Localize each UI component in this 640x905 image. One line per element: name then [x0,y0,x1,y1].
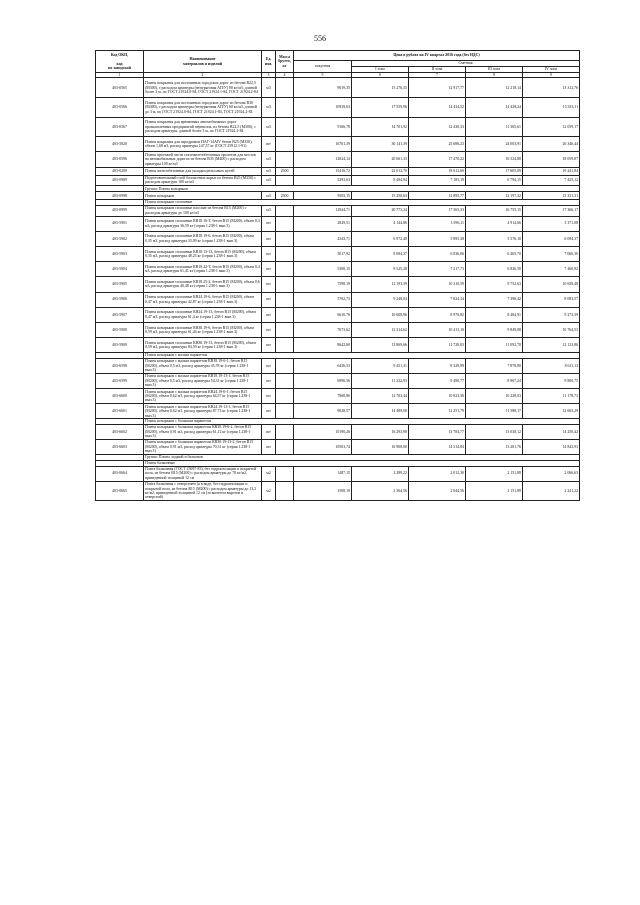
zone4-price-cell: 12 665,29 [523,404,580,419]
unit-cell: шт [262,322,276,337]
buy-price-cell: 10939,63 [294,98,352,118]
table-row [96,78,580,98]
zone1-price-cell: 20 661,33 [352,152,409,167]
zone2-price-cell: 25 686,23 [409,137,466,152]
name-cell: Плиты козырьков с большим парапетом КВ30.19-6-2, бетон В15 (М200), объем 0,91 м3, расход арматуры 61,12 кг (серия 1.238-1 вып.3) [144,424,262,439]
buy-price-cell: 12024,14 [294,152,352,167]
group-label: Группа: Плиты козырьков [144,186,580,192]
buy-price-cell: 5017,92 [294,246,352,261]
unit-cell: шт [262,389,276,404]
zone1-price-cell: 20 773,24 [352,205,409,216]
unit-cell: м2 [262,466,276,481]
zone4-price-cell: 15 333,11 [523,98,580,118]
name-cell: Плиты козырьков сплошные КВ18.25-2, бетон В15 (М200), объем 0,6 м3, расход арматуры 40,48 кг (серия 1.238-1 вып.3) [144,277,262,292]
table-row [96,175,580,186]
code-cell: 403-6599 [96,373,144,388]
table-row [96,338,580,353]
buy-price-cell: 4343,71 [294,231,352,246]
zone4-price-cell: 8 611,13 [523,358,580,373]
table-row [96,192,580,200]
name-cell: Плиты проезжей части сталежелезобетонных пролетов для мостов на автомобильных дорогах из бетона В35 (М400) с расходом арматуры 100 кг/м3 [144,152,262,167]
mass-cell [276,78,294,98]
subgroup-label: Плиты козырьков сплошные [144,200,580,205]
code-cell: 403-0664 [96,466,144,481]
zone3-price-cell: 4 914,66 [466,216,523,231]
zone1-price-cell: 11 222,93 [352,373,409,388]
buy-price-cell: 9166,78 [294,117,352,137]
code-cell: 403-5906 [96,292,144,307]
table-row [96,440,580,455]
zone3-price-cell: 2 151,88 [466,466,523,481]
buy-price-cell: 8642,60 [294,338,352,353]
code-cell: 403-5904 [96,262,144,277]
zone3-price-cell: 13 038,12 [466,424,523,439]
zone2-price-cell: 5 895,38 [409,231,466,246]
unit-header: Ед. изм. [262,51,276,73]
zone2-price-cell: 14 434,52 [409,98,466,118]
buy-price-cell: 9028,57 [294,404,352,419]
zone1-price-cell: 2 364,56 [352,481,409,501]
table-row [96,307,580,322]
code-cell: 403-0999 [96,205,144,216]
zone3-price-cell: 16 755,15 [466,205,523,216]
name-cell: Плиты покрытия для постоянных городских дорог из бетона В30 (М400), с расходом арматуры (непуряговая АП/У) 60 кг/м3, длиной до 3 м, по ГОСТ 21924.0-84, ГОСТ 21924.1-84, ГОСТ 21924.2-84 [144,98,262,118]
buy-price-cell: 1487,15 [294,466,352,481]
code-cell: 403-5907 [96,307,144,322]
code-header: Код ОКП, код по заводской [96,51,144,73]
unit-cell: шт [262,231,276,246]
buy-price-cell: 16701,39 [294,137,352,152]
zone2-price-cell: 2 044,56 [409,481,466,501]
zone2-price-cell: 3 596,11 [409,216,466,231]
code-cell: 403-5902 [96,231,144,246]
unit-cell: шт [262,216,276,231]
unit-cell: м3 [262,78,276,98]
zone3-price-cell: 9 849,08 [466,322,523,337]
code-cell: 403-6601 [96,404,144,419]
mass-header: Масса брутто, кг [276,51,294,73]
zone1-price-cell: 16 908,00 [352,440,409,455]
zone1-price-cell: 16 293,98 [352,424,409,439]
zone4-price-cell: 3 371,08 [523,216,580,231]
mass-cell [276,175,294,186]
table-row [96,322,580,337]
zone2-price-cell: 13 784,77 [409,424,466,439]
unit-cell: м3 [262,192,276,200]
name-cell: Плиты козырьков сплошные плоские из бетона В15 (М200) с расходом арматуры до 100 кг/м3 [144,205,262,216]
table-row [96,231,580,246]
mass-cell: 2500 [276,192,294,200]
name-cell: Плита балконная (ГОСТ 25697-83), без гидроизоляции и покрытой пола, из бетона В15 (М200) с расходом арматуры до 70 кг/м2, приведенной толщиной 12 см [144,466,262,481]
zone4-price-cell: 13 312,76 [523,78,580,98]
zone1-price-cell: 22 012,70 [352,167,409,175]
zone3-price-cell: 12 197,32 [466,192,523,200]
zone1-price-cell: 12 314,62 [352,322,409,337]
zone1-price-cell: 30 141,39 [352,137,409,152]
zone1-price-cell: 4 144,86 [352,216,409,231]
zone2-price-cell: 11 728,03 [409,338,466,353]
name-cell: Плиты козырьков сплошные КВ24.19-6, бетон В15 (М200), объем 0,47 м3, расход арматуры 42,87 кг (серия 1.238-1 вып.3) [144,292,262,307]
zone2-price-cell: 8 970,82 [409,307,466,322]
table-row [96,246,580,261]
unit-cell: шт [262,373,276,388]
unit-cell: шт [262,404,276,419]
name-cell: Плиты козырьков сплошные КВ30.19-13, бетон В15 (М200), объем 0,59 м3, расход арматуры 84,59 кг (серия 1.238-1 вып.3) [144,338,262,353]
zone3-price-cell: 11 365,61 [466,117,523,137]
buy-price-cell: 10190,26 [294,424,352,439]
zone4-price-cell: 12 059,17 [523,117,580,137]
mass-cell [276,373,294,388]
zone2-price-cell: 10 310,59 [409,277,466,292]
index-row: 1 2 3 4 5 6 7 8 9 [96,73,580,78]
table-row [96,137,580,152]
zone1-price-cell: 9 248,04 [352,292,409,307]
name-cell: Плиты козырьков сплошные КВ18.22-Т, бетон В15 (М200), объем 0,4 м3, расход арматуры 61,41 кг (серия 1.238-1 вып.3) [144,262,262,277]
table-row [96,98,580,118]
zone2-price-cell: 12 917,77 [409,78,466,98]
table-row [96,373,580,388]
name-header: Наименование материалов и изделий [144,51,262,73]
unit-cell: шт [262,277,276,292]
buy-price-cell: 2829,51 [294,216,352,231]
mass-cell [276,152,294,167]
zone2-price-cell: 7 217,73 [409,262,466,277]
buy-price-cell: 5762,73 [294,292,352,307]
zone1-price-cell: 6 972,40 [352,231,409,246]
code-cell: 403-0998 [96,192,144,200]
zone4-price-cell: 2 066,63 [523,466,580,481]
code-cell: 403-0566 [96,98,144,118]
mass-cell [276,424,294,439]
buy-price-cell: 7673,62 [294,322,352,337]
table-row [96,358,580,373]
zone4-price-cell: 2 241,22 [523,481,580,501]
unit-cell: м3 [262,175,276,186]
table-header [96,51,580,78]
buy-header: покупная [294,61,352,73]
code-cell: 403-5820 [96,137,144,152]
code-cell: 403-0665 [96,481,144,501]
name-cell: Плиты козырьков сплошные КВ30.19-6, бетон В15 (М200), объем 0,59 м3, расход арматуры 61,44 кг (серия 1.238-1 вып.3) [144,322,262,337]
code-cell: 403-5905 [96,277,144,292]
zone2-price-cell: 17 470,22 [409,152,466,167]
zone3-header: III зона [466,67,523,73]
zone2-price-cell: 7 824,34 [409,292,466,307]
code-cell: 403-5909 [96,338,144,353]
code-cell: 403-6600 [96,389,144,404]
buy-price-cell: 6996,56 [294,373,352,388]
name-cell: Плита балконная с отверстием (я в виде, без гидроизоляции и покрытой пола, из бетона В15 (М200) с расходом арматуры до 13,2 кг/м2, приведенной толщиной 12 см (за вычетом вырезов и отверстий) [144,481,262,501]
zone1-price-cell: 8 494,94 [352,175,409,186]
buy-price-cell: 10503,74 [294,440,352,455]
zone4-price-cell: 10 764,53 [523,322,580,337]
zone4-price-cell: 14 843,93 [523,440,580,455]
buy-price-cell: 6610,76 [294,307,352,322]
mass-cell [276,440,294,455]
code-cell: 403-6598 [96,358,144,373]
mass-cell [276,466,294,481]
zone4-price-cell: 10 658,48 [523,277,580,292]
unit-cell: шт [262,358,276,373]
zone2-price-cell: 12 895,77 [409,192,466,200]
name-cell: Плиты покрытия для постоянных городских дорог из бетона В22,5 (М300), с расходом арматуры (непуряговая АП/У) 80 кг/м3, длиной более 3 м, по ГОСТ 21924.0-84, ГОСТ 21924.1-84, ГОСТ 21924.2-84 [144,78,262,98]
zone1-price-cell: 14 701,92 [352,117,409,137]
mass-cell [276,358,294,373]
buy-price-cell: 12944,71 [294,205,352,216]
zone3-price-cell: 5 576,10 [466,231,523,246]
unit-cell: шт [262,338,276,353]
mass-cell [276,246,294,261]
mass-cell [276,389,294,404]
estimate-header: Сметная [352,61,580,67]
mass-cell [276,404,294,419]
code-cell: 403-0200 [96,167,144,175]
zone1-price-cell: 9 451,31 [352,358,409,373]
buy-price-cell: 5308,15 [294,262,352,277]
group-label: Группа: Плиты лоджий и балконов [144,455,580,461]
zone2-price-cell: 7 183,19 [409,175,466,186]
zone1-price-cell: 8 084,37 [352,246,409,261]
zone4-price-cell: 26 346,44 [523,137,580,152]
zone4-price-cell: 12 123,86 [523,338,580,353]
code-cell: 403-5908 [96,322,144,337]
table-row [96,167,580,175]
name-cell: Плиты козырьков с большим парапетом КВ30.19-13-2, бетон В15 (М200), объем 0,91 м3, расход арматуры 70,31 кг (серия 1.238-1 вып.3) [144,440,262,455]
name-cell: Плиты козырьков с малым парапетом КВ18.19-6-1, бетон В15 (М200), объем 0,5 м3, расход арматуры 45,78 кг (серия 1.238-1 вып.3) [144,358,262,373]
mass-cell [276,322,294,337]
mass-cell: 2500 [276,167,294,175]
table-row [96,292,580,307]
buy-price-cell: 9503,15 [294,192,352,200]
zone1-price-cell: 12 703,44 [352,389,409,404]
zone3-price-cell: 7 878,80 [466,358,523,373]
zone4-header: IV зона [523,67,580,73]
zone3-price-cell: 12 218,14 [466,78,523,98]
zone1-price-cell: 17 559,96 [352,98,409,118]
zone4-price-cell: 8 083,57 [523,292,580,307]
unit-cell: м3 [262,117,276,137]
code-cell: 403-6602 [96,424,144,439]
zone3-price-cell: 16 524,88 [466,152,523,167]
name-cell: Подготовительный слой балластных корыт из бетона В25 (М350) с расходом арматуры 100 кг/м3 [144,175,262,186]
name-cell: Плиты покрытия для временных автомобильных дорог промышленных предприятий перевозок, из бетона В22,5 (М300), с расходом арматуры, длиной более 3 м, по ГОСТ 21924.2-84 [144,117,262,137]
table-row [96,389,580,404]
subgroup-label: Плиты балконные [144,461,580,466]
zone4-price-cell: 19 241,84 [523,167,580,175]
mass-cell [276,481,294,501]
zone4-price-cell: 11 178,73 [523,389,580,404]
zone4-price-cell: 13 331,31 [523,192,580,200]
name-cell: Плиты козырьков сплошные КВ18.19-6, бетон В15 (М200), объем 0,35 м3, расход арматуры 33,09 кг (серия 1.238-1 вып.3) [144,231,262,246]
zone1-price-cell: 14 489,00 [352,404,409,419]
code-cell: 403-5901 [96,216,144,231]
name-cell: Плиты железобетонные для укладки рельсовых путей [144,167,262,175]
zone1-price-cell: 15 250,63 [352,192,409,200]
zone3-price-cell: 8 967,24 [466,373,523,388]
table-row [96,466,580,481]
name-cell: Плиты козырьков [144,192,262,200]
buy-price-cell: 15416,72 [294,167,352,175]
zone4-price-cell: 9 273,39 [523,307,580,322]
unit-cell: шт [262,424,276,439]
mass-cell [276,262,294,277]
zone2-price-cell: 6 836,06 [409,246,466,261]
table-row [96,152,580,167]
buy-price-cell: 9019,35 [294,78,352,98]
zone3-price-cell: 10 228,03 [466,389,523,404]
table-body [96,78,580,501]
subgroup-label: Плиты козырьков с большим парапетом [144,419,580,424]
zone3-price-cell: 24 003,91 [466,137,523,152]
name-cell: Плиты козырьков сплошные КВ18.16-Т, бетон В15 (М200), объем 0,3 м3, расход арматуры 36,59 кг (серия 1.238-1 вып.3) [144,216,262,231]
zone1-price-cell: 10 608,96 [352,307,409,322]
mass-cell [276,307,294,322]
zone1-price-cell: 2 289,22 [352,466,409,481]
name-cell: Плиты козырьков сплошные КВ24.19-13, бетон В15 (М200), объем 0,47 м3, расход арматуры 61,4 кг (серия 1.238-1 вып.3) [144,307,262,322]
zone2-price-cell: 10 823,56 [409,389,466,404]
unit-cell: м3 [262,167,276,175]
table-row [96,277,580,292]
price-header: Цена в рублях на IV квартал 2016 года (без НДС) [294,51,580,61]
mass-cell [276,231,294,246]
buy-price-cell: 7868,86 [294,389,352,404]
page-number: 556 [314,34,326,43]
mass-cell [276,292,294,307]
zone3-price-cell: 14 428,24 [466,98,523,118]
zone2-price-cell: 9 490,77 [409,373,466,388]
zone3-price-cell: 6 826,50 [466,262,523,277]
unit-cell: шт [262,292,276,307]
zone3-price-cell: 9 752,63 [466,277,523,292]
unit-cell: м2 [262,481,276,501]
table-row [96,216,580,231]
table-row [96,205,580,216]
code-cell: 403-5903 [96,246,144,261]
zone4-price-cell: 18 059,87 [523,152,580,167]
unit-cell: м3 [262,152,276,167]
mass-cell [276,98,294,118]
name-cell: Плиты покрытия для аэродромов ПАГ-14АIV бетон В25 (М350), объем 1,68 м3, расход арматуры 147,57 кг (ГОСТ 25912.1-91) [144,137,262,152]
zone2-price-cell: 18 612,60 [409,167,466,175]
zone3-price-cell: 6 794,15 [466,175,523,186]
zone2-price-cell: 14 314,84 [409,440,466,455]
zone1-price-cell: 13 869,66 [352,338,409,353]
table-row [96,262,580,277]
code-cell: 403-0565 [96,78,144,98]
code-cell: 403-6603 [96,440,144,455]
zone4-price-cell: 9 800,75 [523,373,580,388]
table-row [96,424,580,439]
unit-cell: шт [262,262,276,277]
zone3-price-cell: 8 484,91 [466,307,523,322]
zone2-price-cell: 8 329,99 [409,358,466,373]
code-cell: 403-0596 [96,152,144,167]
table-row [96,481,580,501]
zone1-header: I зона [352,67,409,73]
zone2-header: II зона [409,67,466,73]
zone3-price-cell: 7 396,42 [466,292,523,307]
zone2-price-cell: 12 430,33 [409,117,466,137]
zone2-price-cell: 10 413,10 [409,322,466,337]
name-cell: Плиты козырьков с малым парапетом КВ24.19-6-1, бетон В15 (М200), объем 0,62 м3, расход арматуры 64,57 кг (серия 1.238-1 вып.3) [144,389,262,404]
zone1-price-cell: 15 276,35 [352,78,409,98]
mass-cell [276,216,294,231]
unit-cell: м3 [262,205,276,216]
mass-cell [276,117,294,137]
zone4-price-cell: 17 366,17 [523,205,580,216]
zone2-price-cell: 12 251,79 [409,404,466,419]
zone4-price-cell: 7 460,92 [523,262,580,277]
unit-cell: шт [262,440,276,455]
code-cell: 403-0567 [96,117,144,137]
buy-price-cell: 6436,53 [294,358,352,373]
name-cell: Плиты козырьков сплошные КВ18.13-13, бетон В15 (М200), объем 0,35 м3, расход арматуры 48,23 кг (серия 1.238-1 вып.3) [144,246,262,261]
buy-price-cell: 5293,63 [294,175,352,186]
mass-cell [276,205,294,216]
table-row [96,404,580,419]
unit-cell: шт [262,137,276,152]
zone3-price-cell: 6 465,70 [466,246,523,261]
mass-cell [276,277,294,292]
unit-cell: шт [262,246,276,261]
zone3-price-cell: 2 151,88 [466,481,523,501]
zone4-price-cell: 7 425,12 [523,175,580,186]
mass-cell [276,137,294,152]
zone1-price-cell: 12 193,39 [352,277,409,292]
zone3-price-cell: 11 092,78 [466,338,523,353]
zone3-price-cell: 17 605,09 [466,167,523,175]
zone1-price-cell: 8 525,28 [352,262,409,277]
zone4-price-cell: 6 094,37 [523,231,580,246]
zone3-price-cell: 13 281,76 [466,440,523,455]
subgroup-label: Плиты козырьков с малым парапетом [144,353,580,358]
unit-cell: м3 [262,98,276,118]
name-cell: Плиты козырьков с малым парапетом КВ24.19-13-1, бетон В15 (М200), объем 0,62 м3, расход арматуры 87,73 кг (серия 1.238-1 вып.3) [144,404,262,419]
unit-cell: шт [262,307,276,322]
table-row [96,117,580,137]
zone4-price-cell: 7 066,30 [523,246,580,261]
zone3-price-cell: 11 588,17 [466,404,523,419]
price-table [95,50,580,501]
mass-cell [276,338,294,353]
name-cell: Плиты козырьков с малым парапетом КВ18.19-13-1, бетон В15 (М200), объем 0,5 м3, расход арматуры 54,31 кг (серия 1.238-1 вып.3) [144,373,262,388]
zone2-price-cell: 2 012,30 [409,466,466,481]
zone4-price-cell: 14 250,42 [523,424,580,439]
buy-price-cell: 1508,19 [294,481,352,501]
zone2-price-cell: 17 565,33 [409,205,466,216]
buy-price-cell: 7598,19 [294,277,352,292]
code-cell: 403-0989 [96,175,144,186]
